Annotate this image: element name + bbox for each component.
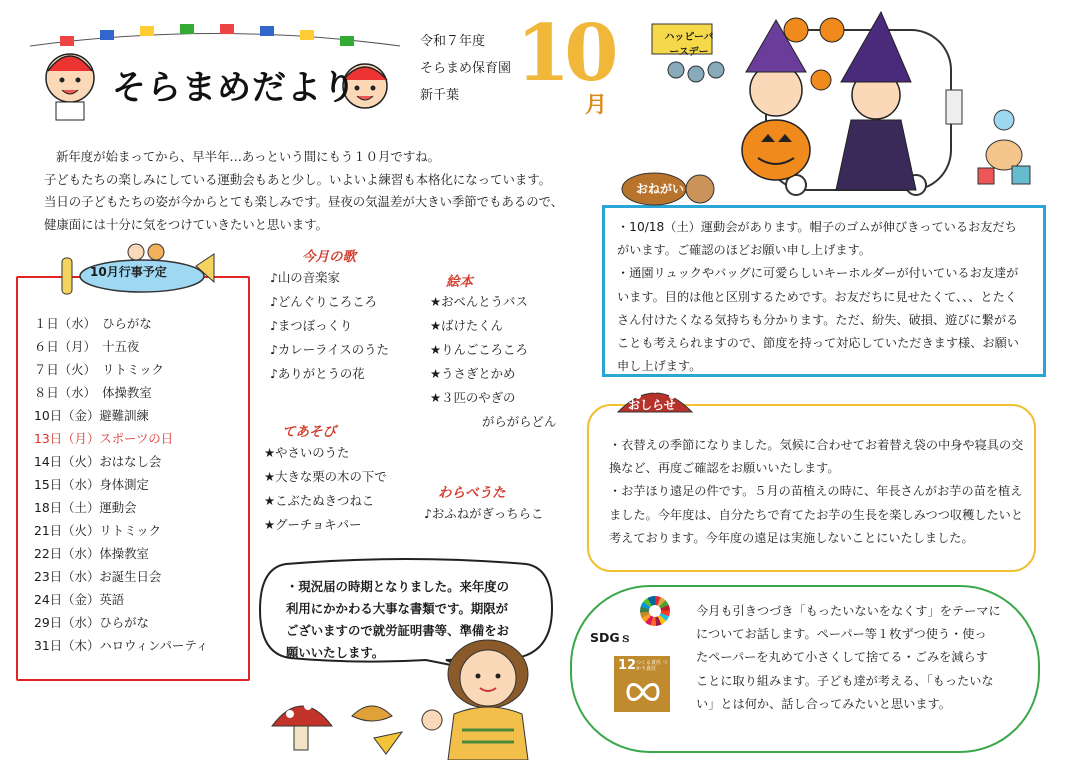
header-meta — [420, 28, 511, 109]
hand-game-item: ★こぶたぬきつねこ — [264, 493, 375, 508]
schedule-item: 21日（火）リトミック — [34, 523, 162, 538]
oshirase-box — [587, 404, 1036, 572]
school-name: そらまめ保育園 — [420, 61, 512, 76]
oshirase-line: 考えております。今年度の遠足は実施しないことにいたしました。 — [609, 530, 974, 545]
mushroom-leaves-illustration — [262, 676, 422, 756]
picture-books-list — [430, 290, 556, 434]
onegai-line: います。目的は他と区別するためです。お友だちに見せたくて、、、とたく — [617, 289, 1017, 304]
book-item: ★おべんとうバス — [430, 294, 528, 309]
book-item: がらがらどん — [482, 414, 557, 429]
warabe-heading: わらべうた — [438, 485, 506, 501]
onegai-line: 申し上げます。 — [617, 359, 702, 374]
hand-game-item: ★やさいのうた — [264, 445, 350, 460]
month-kanji: 月 — [585, 93, 608, 118]
book-item: ★ばけたくん — [430, 318, 504, 333]
schedule-item: 24日（金）英語 — [34, 592, 125, 607]
teacher-illustration — [418, 634, 548, 760]
sdgs-text — [696, 600, 1014, 716]
greeting-message — [44, 146, 604, 236]
songs-heading: 今月の歌 — [302, 249, 356, 265]
onegai-line: ・10/18（土）運動会があります。帽子のゴムが伸びきっているお友だち — [617, 220, 1017, 234]
song-item: ♪まつぼっくり — [270, 318, 353, 333]
schedule-item: 15日（水）身体測定 — [34, 477, 149, 492]
greeting-line: 当日の子どもたちの姿が今からとても楽しみです。昼夜の気温差が大きい季節でもあるので、 — [44, 194, 564, 209]
song-item: ♪カレーライスのうた — [270, 342, 389, 357]
schedule-item: 23日（水）お誕生日会 — [34, 569, 162, 584]
onegai-text — [617, 216, 1037, 378]
schedule-item: １日（水） ひらがな — [34, 316, 152, 331]
bubble-line: 願いいたします。 — [286, 645, 385, 660]
bubble-line: ・現況届の時期となりました。来年度の — [286, 579, 510, 594]
month-number: 10 — [516, 8, 613, 99]
onegai-tag: おねがい — [636, 182, 685, 196]
schedule-item: 22日（水）体操教室 — [34, 546, 149, 561]
greeting-line: 健康面には十分に気をつけていきたいと思います。 — [44, 216, 328, 232]
sdg-goal-12-icon — [614, 656, 670, 712]
greeting-line: 新年度が始まってから、早半年…あっという間にもう１０月ですね。 — [56, 149, 440, 164]
oshirase-line: ・衣替えの季節になりました。気候に合わせてお着替え袋の中身や寝具の交 — [609, 438, 1024, 452]
oshirase-text — [609, 434, 1025, 550]
onegai-line: ・通園リュックやバッグに可愛らしいキーホルダーが付いているお友達が — [617, 266, 1019, 281]
warabe-item: ♪おふねがぎっちらこ — [424, 506, 544, 521]
book-item: ★うさぎとかめ — [430, 366, 516, 381]
birthday-banner-label: ハッピーバースデー — [664, 32, 714, 58]
schedule-item: 29日（水）ひらがな — [34, 615, 149, 630]
oshirase-line: ました。今年度は、自分たちで育てたお芋の生長を楽しみつつ収穫したいと — [609, 507, 1024, 522]
sdg-goal-text: つくる責任 つかう責任 — [636, 660, 668, 672]
sdgs-line: についてお話します。ペーパー等１枚ずつ使う・使っ — [696, 627, 987, 642]
schedule-item: ７日（火） リトミック — [34, 362, 164, 377]
hand-games-list — [264, 441, 387, 537]
schedule-item-holiday: 13日（月）スポーツの日 — [34, 431, 174, 446]
oshirase-line: ・お芋ほり遠足の件です。５月の苗植えの時に、年長さんがお芋の苗を植え — [609, 484, 1023, 499]
songs-list — [270, 266, 389, 386]
hand-game-item: ★大きな栗の木の下で — [264, 469, 387, 484]
onegai-line: さん付けたくなる気持ちも分かります。ただ、紛失、破損、遊びに繋がる — [617, 312, 1019, 327]
sdgs-line: たペーパーを丸めて小さくして捨てる・ごみを減らす — [696, 650, 988, 665]
picture-books-heading: 絵本 — [446, 274, 473, 290]
song-item: ♪山の音楽家 — [270, 270, 340, 285]
sdgs-wheel-icon — [640, 596, 670, 626]
infinity-icon — [626, 680, 660, 704]
song-item: ♪どんぐりころころ — [270, 294, 378, 309]
schedule-item: ８日（水） 体操教室 — [34, 385, 152, 400]
sdgs-line: 今月も引きつづき「もったいないをなくす」をテーマに — [696, 604, 1001, 618]
sdgs-line: い」とは何か、話し合ってみたいと思います。 — [696, 696, 951, 711]
sdg-goal-number: 12 — [618, 658, 637, 673]
onegai-line: ことも考えられますので、節度を持って対応していただきます様、お願い — [617, 336, 1019, 351]
oshirase-line: 換など、再度ご確認をお願いいたします。 — [609, 461, 840, 476]
era-year: 令和７年度 — [420, 34, 486, 49]
schedule-box — [16, 276, 250, 681]
schedule-item: 10日（金）避難訓練 — [34, 408, 149, 423]
schedule-title: 10月行事予定 — [90, 265, 167, 279]
sdgs-label: SDGｓ — [590, 630, 633, 645]
schedule-item: 18日（土）運動会 — [34, 500, 137, 515]
greeting-line: 子どもたちの楽しみにしている運動会もあと少し。いよいよ練習も本格化になっています。 — [44, 171, 552, 187]
schedule-item: 31日（木）ハロウィンパーティ — [34, 638, 209, 653]
bubble-line: 利用にかかわる大事な書類です。期限が — [286, 601, 509, 616]
hand-game-item: ★グーチョキパー — [264, 517, 362, 532]
book-item: ★３匹のやぎの — [430, 390, 516, 405]
hand-games-heading: てあそび — [282, 424, 336, 440]
bubble-line: ございますので就労証明書等、準備をお — [286, 623, 510, 638]
warabe-list — [424, 502, 543, 526]
oshirase-tag: おしらせ — [628, 398, 676, 412]
book-item: ★りんごころころ — [430, 342, 528, 357]
schedule-item: 14日（火）おはなし会 — [34, 454, 162, 469]
sdgs-line: ことに取り組みます。子ども達が考える、「もったいな — [696, 673, 994, 688]
cat-gifts-illustration — [974, 100, 1036, 190]
onegai-box — [602, 205, 1046, 377]
newsletter-title: そらまめだより — [112, 68, 357, 108]
schedule-list — [34, 312, 208, 657]
onegai-line: がいます。ご確認のほどお願い申し上げます。 — [617, 243, 871, 258]
song-item: ♪ありがとうの花 — [270, 366, 365, 381]
schedule-item: ６日（月） 十五夜 — [34, 339, 140, 354]
branch-name: 新千葉 — [420, 88, 460, 103]
